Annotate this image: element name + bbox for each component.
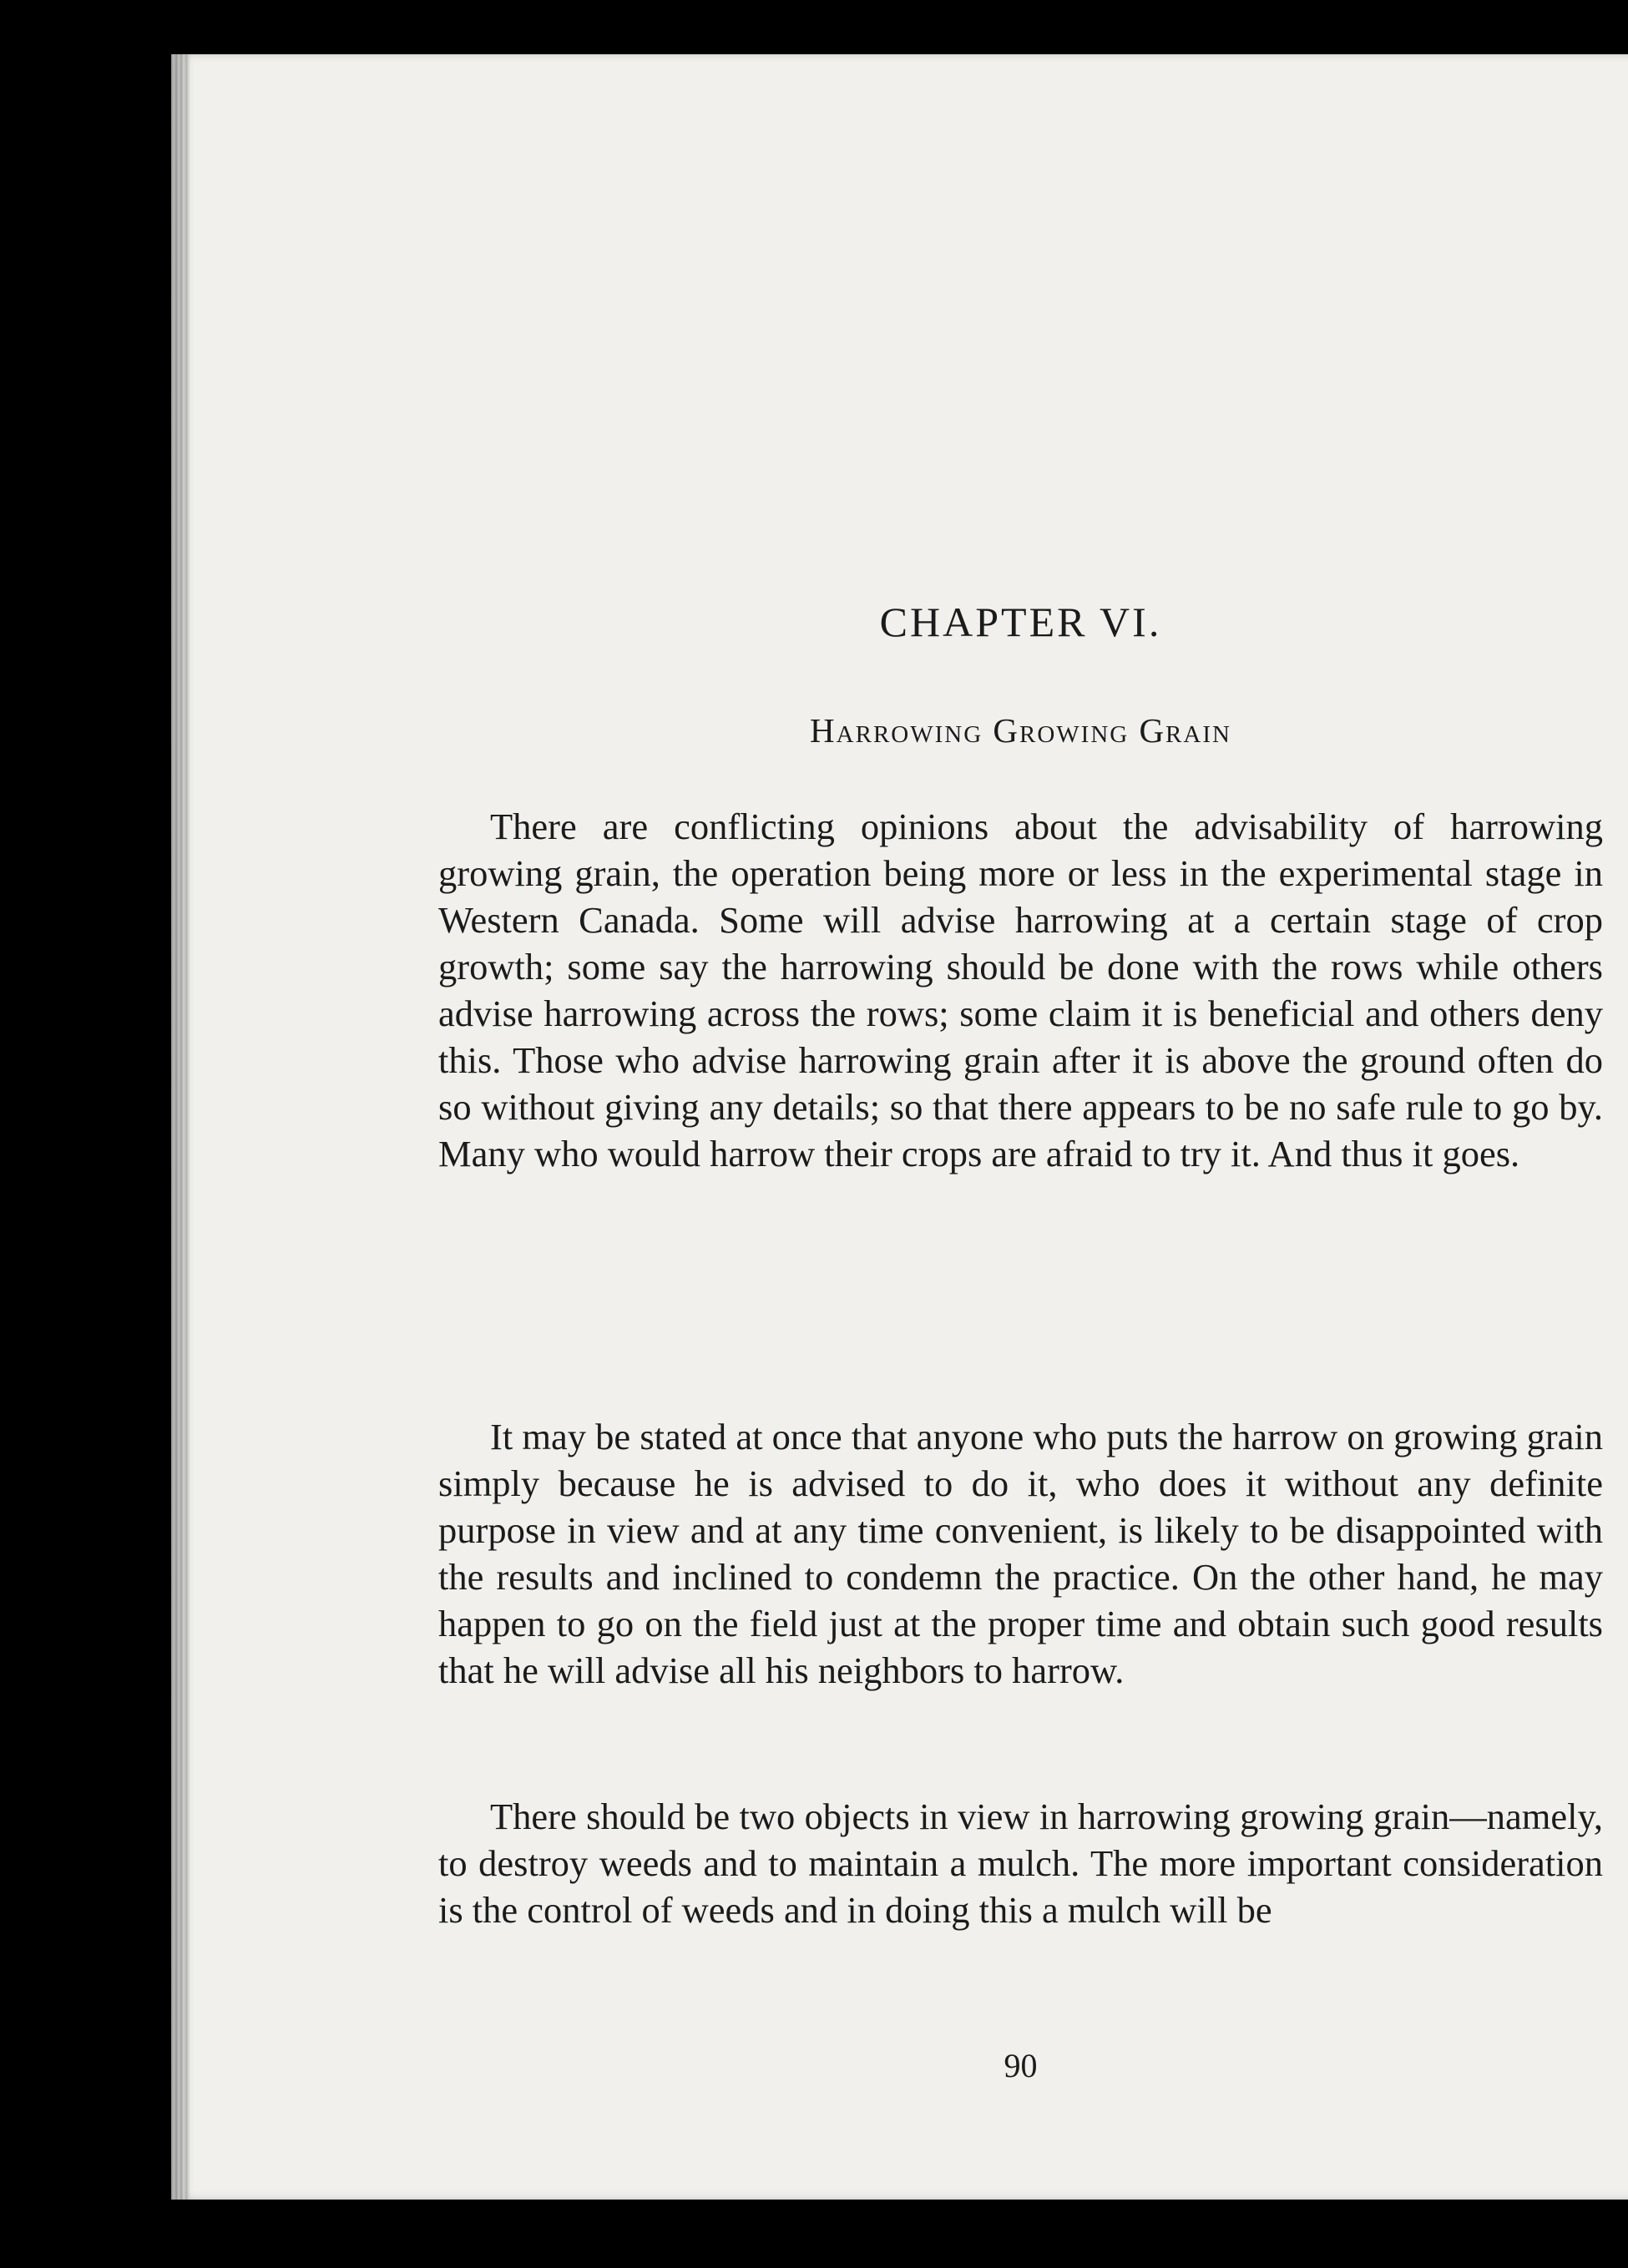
paragraph-3: There should be two objects in view in harrowing growing grain—namely, to destroy weeds and to maintain a mulch. The more important consideration is the control of weeds and in doing this a mulch will be [438, 1796, 1603, 1931]
page-number: 90 [1004, 2047, 1038, 2084]
chapter-heading: CHAPTER VI. [879, 599, 1162, 645]
paragraph-1: There are conflicting opinions about the advisability of harrowing growing grain, the operation being more or less in the experimental stage in Western Canada. Some will advise harrowing at a certain stage of crop growth; some say the harrowing should be done with the rows while others advise harrowing across the rows; some claim it is beneficial and others deny this. Those who advise harrowing grain after it is above the ground often do so without giving any details; so that there appears to be no safe rule to go by. Many who would harrow their crops are afraid to try it. And thus it goes. [438, 806, 1603, 1174]
chapter-title: Harrowing Growing Grain [810, 711, 1231, 750]
book-page [171, 54, 1628, 2200]
paragraph-2: It may be stated at once that anyone who puts the harrow on growing grain simply because he is advised to do it, who does it without any definite purpose in view and at any time convenient, is likely to be disappointed with the results and inclined to condemn the practice. On the other hand, he may happen to go on the field just at the proper time and obtain such good results that he will advise all his neighbors to harrow. [438, 1416, 1603, 1691]
